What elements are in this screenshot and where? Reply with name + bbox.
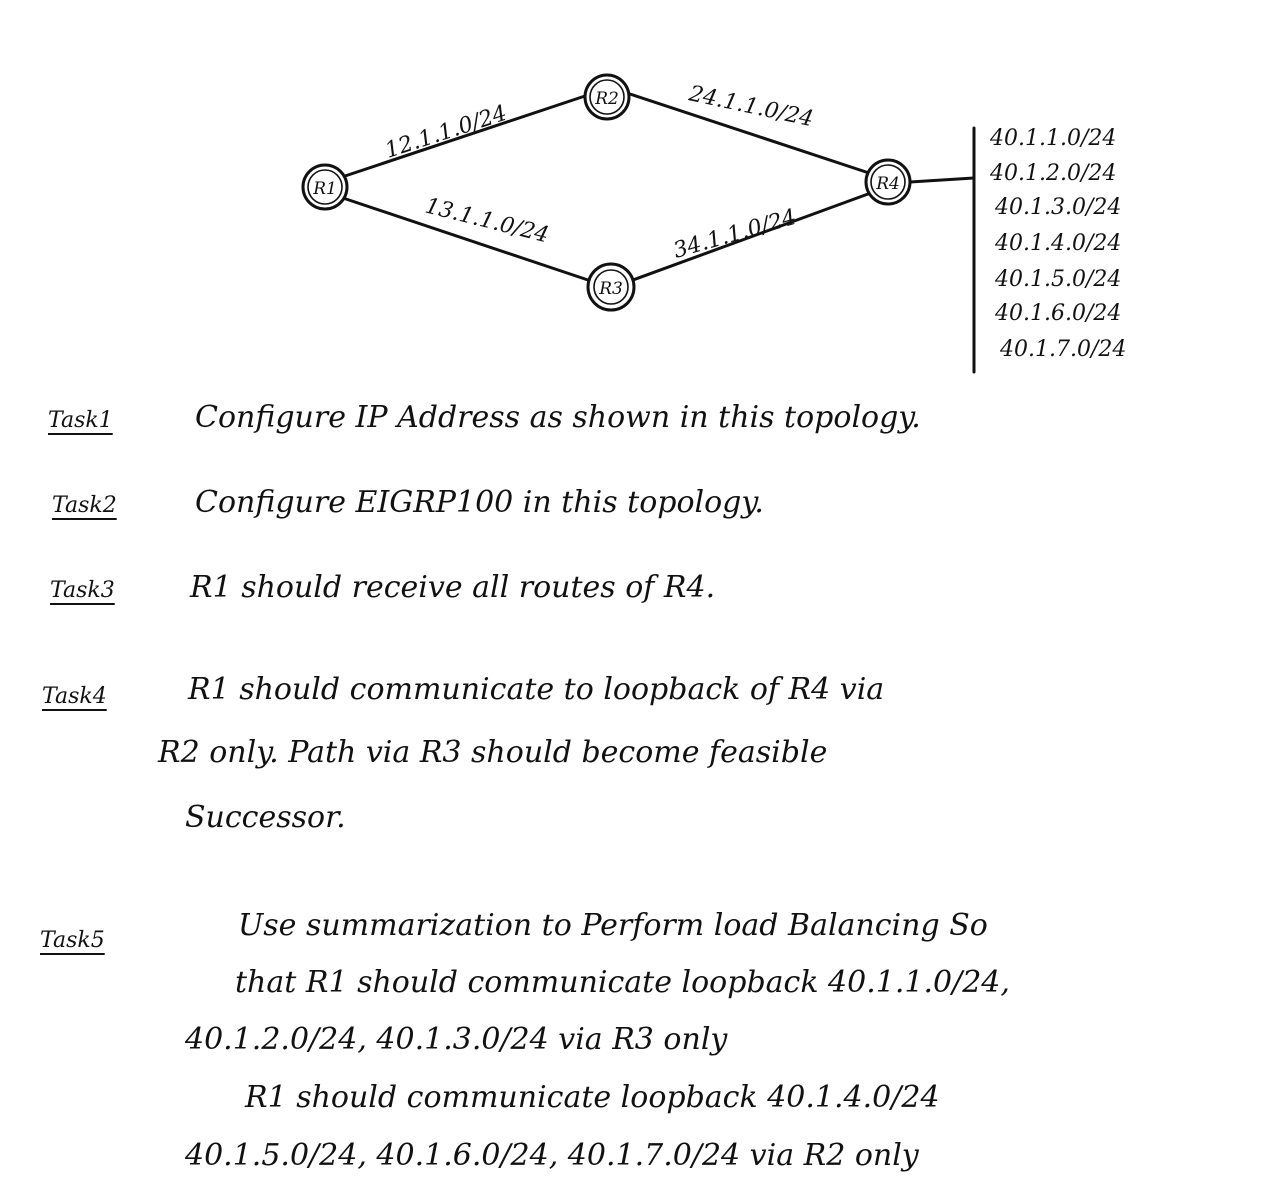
task-label: Task1 bbox=[48, 408, 113, 433]
loopback-item: 40.1.2.0/24 bbox=[990, 161, 1117, 186]
task-text: R1 should communicate to loopback of R4 via bbox=[188, 672, 885, 707]
loopback-list bbox=[989, 126, 1126, 362]
task-text: Configure EIGRP100 in this topology. bbox=[195, 485, 764, 520]
task-text: R2 only. Path via R3 should become feasible bbox=[158, 735, 828, 770]
link-label-r1-r3: 13.1.1.0/24 bbox=[422, 193, 552, 249]
router-r3 bbox=[588, 264, 634, 310]
loopback-item: 40.1.6.0/24 bbox=[995, 301, 1122, 326]
router-r1-label: R1 bbox=[313, 179, 337, 199]
task-label: Task4 bbox=[42, 684, 107, 709]
task-text: that R1 should communicate loopback 40.1.1.0/24, bbox=[235, 965, 1010, 1000]
link-label-r2-r4: 24.1.1.0/24 bbox=[686, 81, 816, 133]
task-text: Successor. bbox=[185, 800, 346, 835]
link-r4-loopbacks bbox=[910, 178, 974, 182]
task-label: Task3 bbox=[50, 578, 115, 603]
task-text: R1 should receive all routes of R4. bbox=[190, 570, 716, 605]
loopback-item: 40.1.5.0/24 bbox=[995, 267, 1122, 292]
link-label-r1-r2: 12.1.1.0/24 bbox=[382, 100, 511, 164]
router-r3-label: R3 bbox=[599, 279, 623, 299]
task-label: Task5 bbox=[40, 928, 105, 953]
link-label-r3-r4: 34.1.1.0/24 bbox=[670, 204, 800, 264]
loopback-item: 40.1.3.0/24 bbox=[995, 195, 1122, 220]
router-r4-label: R4 bbox=[876, 174, 900, 194]
loopback-item: 40.1.4.0/24 bbox=[995, 231, 1122, 256]
loopback-item: 40.1.7.0/24 bbox=[1000, 337, 1127, 362]
task-text: 40.1.2.0/24, 40.1.3.0/24 via R3 only bbox=[185, 1022, 728, 1057]
task-text: Use summarization to Perform load Balancing So bbox=[238, 908, 988, 943]
loopback-item: 40.1.1.0/24 bbox=[990, 126, 1117, 151]
router-r1 bbox=[303, 165, 347, 209]
task-text: Configure IP Address as shown in this topology. bbox=[195, 400, 921, 435]
router-r2-label: R2 bbox=[595, 89, 619, 109]
task-text: R1 should communicate loopback 40.1.4.0/24 bbox=[245, 1080, 940, 1115]
task-text: 40.1.5.0/24, 40.1.6.0/24, 40.1.7.0/24 via R2 only bbox=[185, 1138, 919, 1173]
task-label: Task2 bbox=[52, 493, 117, 518]
router-r4 bbox=[866, 160, 910, 204]
router-r2 bbox=[585, 75, 629, 119]
